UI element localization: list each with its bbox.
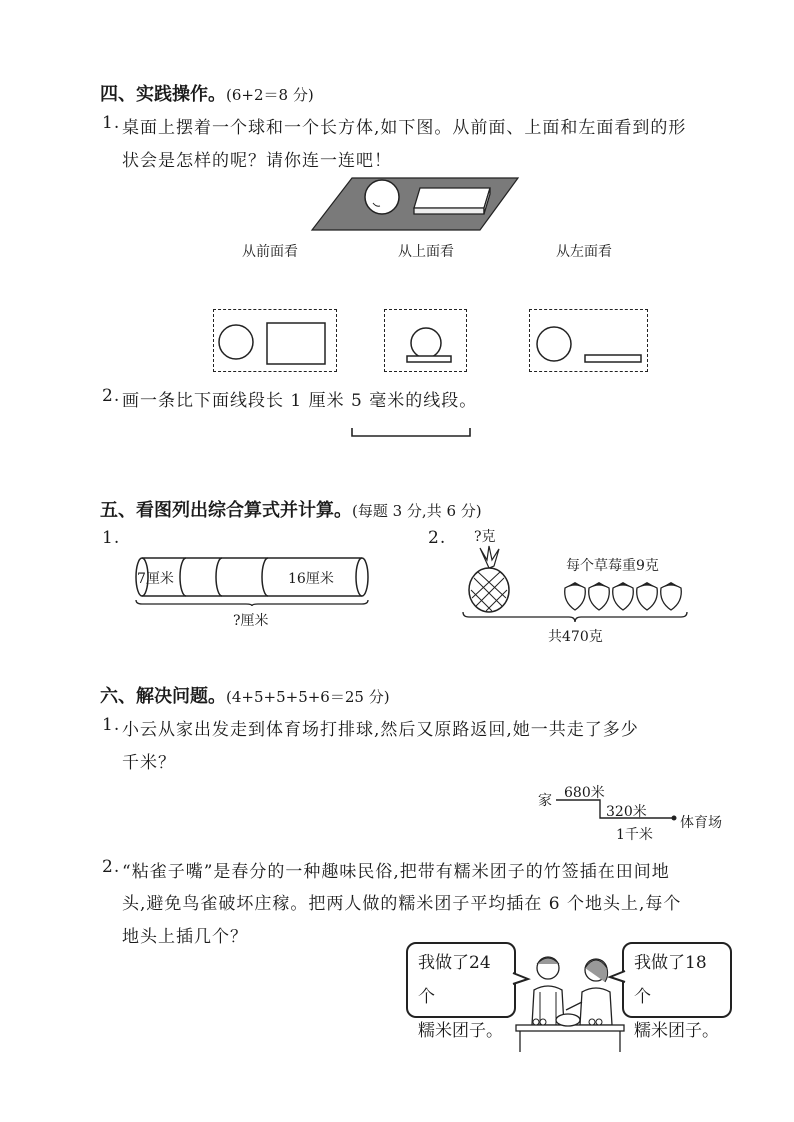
reference-segment: [350, 428, 472, 440]
s6-q1-line1: 小云从家出发走到体育场打排球,然后又原路返回,她一共走了多少: [122, 720, 639, 740]
fruit-total-label: 共470克: [548, 629, 603, 645]
route-stadium-label: 体育场: [680, 815, 722, 831]
route-distance-2: 320米: [606, 804, 647, 820]
two-people-illustration: [510, 950, 630, 1054]
view-label-top: 从上面看: [398, 244, 454, 260]
section5-heading: [100, 496, 482, 522]
pineapple-weight-label: ?克: [474, 529, 496, 545]
s5-q2-number: 2.: [428, 528, 447, 548]
s4-q1-line1: 桌面上摆着一个球和一个长方体,如下图。从前面、上面和左面看到的形: [122, 118, 687, 138]
speech-bubble-left: [406, 942, 516, 1041]
view-label-left: 从左面看: [556, 244, 612, 260]
s5-q1-number: 1.: [102, 528, 121, 548]
section4-points: (6+2＝8 分): [226, 86, 314, 104]
section6-points: (4+5+5+5+6＝25 分): [226, 688, 390, 706]
fruit-total-brace: [461, 612, 689, 624]
section5-title: 五、看图列出综合算式并计算。: [100, 500, 352, 521]
view-option-1[interactable]: [213, 309, 337, 372]
bubble-left-line1: 我做了24个: [418, 953, 491, 1007]
view-option-2[interactable]: [384, 309, 467, 372]
route-distance-1: 680米: [564, 785, 605, 801]
bubble-right-line2: 糯米团子。: [634, 1021, 719, 1041]
s6-q2-line3: 地头上插几个？: [122, 927, 248, 947]
section6-title: 六、解决问题。: [100, 686, 226, 707]
view-option-3[interactable]: [529, 309, 648, 372]
section5-points: (每题 3 分,共 6 分): [352, 502, 482, 520]
pipe-segment-label-2: 16厘米: [288, 571, 334, 587]
section4-title: 四、实践操作。: [100, 84, 226, 105]
section4-heading: [100, 80, 314, 106]
pineapple-icon: [466, 546, 512, 612]
pipe-segment-label-1: 7厘米: [137, 571, 174, 587]
s4-q1-number: 1.: [102, 113, 121, 133]
route-distance-3: 1千米: [616, 827, 653, 843]
circle-and-slab-shape: [530, 310, 649, 373]
bubble-right-line1: 我做了18个: [634, 953, 707, 1007]
s6-q2-line2: 头,避免鸟雀破坏庄稼。把两人做的糯米团子平均插在 6 个地头上,每个: [122, 894, 682, 914]
view-label-front: 从前面看: [242, 244, 298, 260]
strawberry-icon: [565, 585, 682, 610]
section6-heading: [100, 682, 390, 708]
pipe-total-label: ?厘米: [233, 613, 269, 629]
strawberries-group: [563, 580, 687, 612]
circle-on-slab-shape: [385, 310, 468, 373]
s4-q2-number: 2.: [102, 386, 121, 406]
bubble-left-line2: 糯米团子。: [418, 1021, 503, 1041]
circle-and-square-shape: [214, 310, 338, 373]
s6-q1-line2: 千米？: [122, 753, 176, 773]
s4-q2-text: 画一条比下面线段长 1 厘米 5 毫米的线段。: [122, 391, 478, 411]
s6-q2-number: 2.: [102, 857, 121, 877]
s4-q1-line2: 状会是怎样的呢？请你连一连吧！: [122, 151, 392, 171]
table-scene: [310, 176, 520, 232]
route-home-label: 家: [538, 793, 552, 809]
s6-q2-line1: “粘雀子嘴”是春分的一种趣味民俗,把带有糯米团子的竹签插在田间地: [122, 862, 670, 882]
speech-bubble-right: [622, 942, 732, 1041]
s6-q1-number: 1.: [102, 715, 121, 735]
strawberry-weight-note: 每个草莓重9克: [566, 558, 659, 574]
